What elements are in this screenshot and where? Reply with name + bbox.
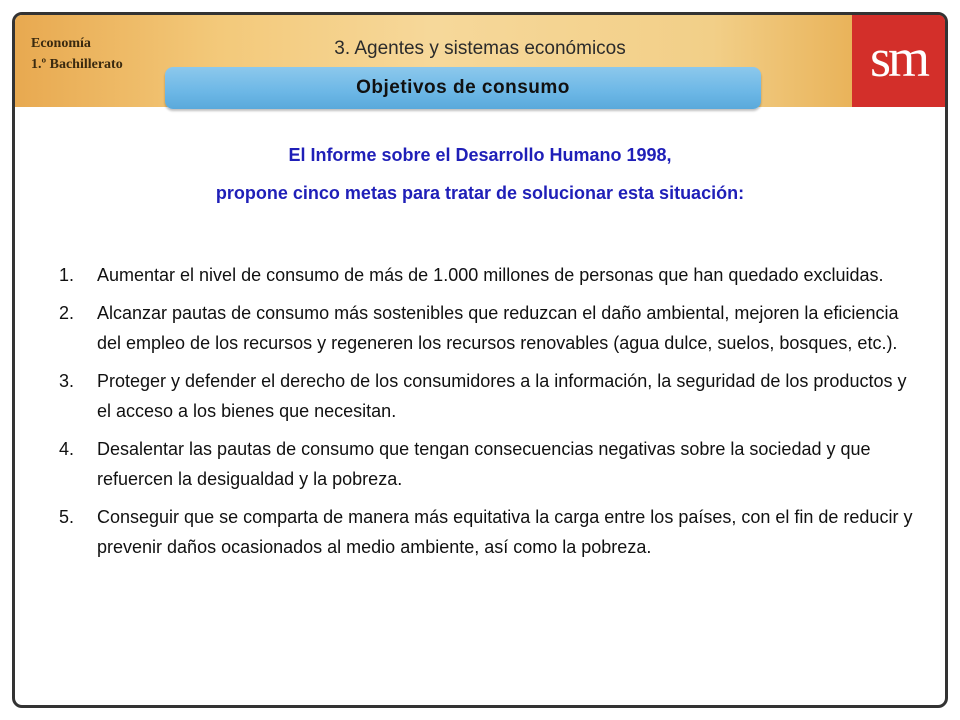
goal-text: Desalentar las pautas de consumo que tengan consecuencias negativas sobre la sociedad y que refuercen la desigualdad y la pobreza. xyxy=(97,439,871,489)
intro-line-2: propone cinco metas para tratar de solucionar esta situación: xyxy=(215,183,745,203)
publisher-logo xyxy=(852,15,945,107)
goals-list xyxy=(59,260,919,570)
goal-item xyxy=(59,366,919,426)
goal-number: 3. xyxy=(59,371,75,391)
section-title: Objetivos de consumo xyxy=(356,77,570,98)
slide xyxy=(12,12,948,708)
goal-text: Conseguir que se comparta de manera más equitativa la carga entre los países, con el fin de reducir y prevenir daños ocasionados al medio ambiente, así como la pobreza. xyxy=(97,507,913,557)
section-banner xyxy=(165,67,761,109)
goal-number: 4. xyxy=(59,439,75,459)
goal-item xyxy=(59,502,919,562)
intro-line-1: El Informe sobre el Desarrollo Humano 1998, xyxy=(288,145,672,165)
goal-text: Proteger y defender el derecho de los consumidores a la información, la seguridad de los productos y el acceso a los bienes que necesitan. xyxy=(97,371,907,421)
course-name: 1.º Bachillerato xyxy=(31,57,123,72)
unit-title: 3. Agentes y sistemas económicos xyxy=(334,38,626,59)
goal-item xyxy=(59,298,919,358)
goal-number: 5. xyxy=(59,507,75,527)
goal-number: 1. xyxy=(59,265,75,285)
subject-name: Economía xyxy=(31,36,91,51)
goal-item xyxy=(59,434,919,494)
goal-item xyxy=(59,260,919,290)
goal-number: 2. xyxy=(59,303,75,323)
goal-text: Aumentar el nivel de consumo de más de 1.000 millones de personas que han quedado excluidas. xyxy=(97,265,884,285)
logo-text: sm xyxy=(869,28,928,88)
goal-text: Alcanzar pautas de consumo más sostenibles que reduzcan el daño ambiental, mejoren la eficiencia del empleo de los recursos y regeneren los recursos renovables (agua dulce, suelos, bosques, etc.). xyxy=(97,303,899,353)
